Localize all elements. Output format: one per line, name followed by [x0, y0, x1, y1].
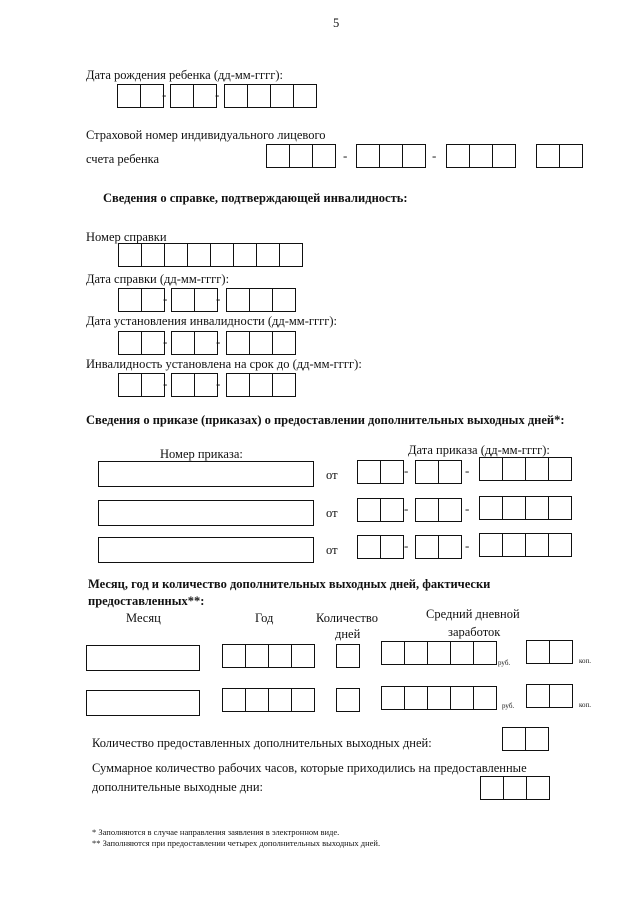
rub-label-2: руб.	[502, 702, 515, 710]
page-number: 5	[333, 16, 340, 30]
order-date-day-cells-1[interactable]	[357, 460, 404, 484]
dash: -	[163, 376, 168, 391]
footnote-1: * Заполняются в случае направления заявления в электронном виде.	[92, 827, 340, 837]
order-from-label-2: от	[326, 506, 338, 520]
order-from-label-3: от	[326, 543, 338, 557]
established-day-cells[interactable]	[118, 331, 168, 355]
days-heading-line2: предоставленных**:	[88, 594, 205, 608]
days-count-cell-1[interactable]	[336, 644, 360, 668]
dash: -	[163, 291, 168, 306]
certificate-date-day-cells[interactable]	[118, 288, 168, 312]
rub-label-1: руб.	[498, 659, 511, 667]
footnote-2: ** Заполняются при предоставлении четырех дополнительных выходных дней.	[92, 838, 381, 848]
snils-part2-cells[interactable]	[356, 144, 426, 168]
order-date-month-cells-1[interactable]	[415, 460, 462, 484]
dash: -	[343, 148, 348, 163]
orders-heading: Сведения о приказе (приказах) о предоставлении дополнительных выходных дней*:	[86, 413, 565, 427]
salary-rub-cells-1[interactable]	[381, 641, 497, 665]
dash: -	[465, 463, 470, 478]
dash: -	[432, 148, 437, 163]
dash: -	[215, 87, 220, 102]
until-month-cells[interactable]	[171, 373, 221, 397]
dash: -	[216, 376, 221, 391]
count-column-label-line2: дней	[335, 627, 361, 641]
certificate-heading: Сведения о справке, подтверждающей инвалидность:	[103, 191, 408, 205]
established-month-cells[interactable]	[171, 331, 221, 355]
kop-label-1: коп.	[579, 657, 592, 665]
child-snils-label-line1: Страховой номер индивидуального лицевого	[86, 128, 326, 142]
snils-part3-cells[interactable]	[446, 144, 516, 168]
certificate-date-month-cells[interactable]	[171, 288, 221, 312]
dash: -	[216, 291, 221, 306]
year-cells-2[interactable]	[222, 688, 315, 712]
total-days-cells[interactable]	[502, 727, 549, 751]
order-number-field-1[interactable]	[98, 461, 314, 487]
certificate-date-year-cells[interactable]	[226, 288, 296, 312]
salary-kop-cells-1[interactable]	[526, 640, 573, 664]
days-heading-line1: Месяц, год и количество дополнительных выходных дней, фактически	[88, 577, 491, 591]
certificate-number-cells[interactable]	[118, 243, 303, 267]
dash: -	[216, 334, 221, 349]
kop-label-2: коп.	[579, 701, 592, 709]
total-days-label: Количество предоставленных дополнительных выходных дней:	[92, 736, 432, 750]
certificate-number-label: Номер справки	[86, 230, 167, 244]
order-date-month-cells-2[interactable]	[415, 498, 462, 522]
disability-established-label: Дата установления инвалидности (дд-мм-гггг):	[86, 314, 338, 328]
month-column-label: Месяц	[126, 611, 161, 625]
total-hours-label-line2: дополнительные выходные дни:	[92, 780, 264, 794]
days-count-cell-2[interactable]	[336, 688, 360, 712]
total-hours-label-line1: Суммарное количество рабочих часов, которые приходились на предоставленные	[92, 761, 527, 775]
dash: -	[404, 463, 409, 478]
order-date-day-cells-2[interactable]	[357, 498, 404, 522]
order-date-month-cells-3[interactable]	[415, 535, 462, 559]
dash: -	[465, 501, 470, 516]
month-field-2[interactable]	[86, 690, 200, 716]
certificate-date-label: Дата справки (дд-мм-гггг):	[86, 272, 230, 286]
order-date-year-cells-1[interactable]	[479, 457, 572, 481]
snils-check-cells[interactable]	[536, 144, 583, 168]
year-column-label: Год	[255, 611, 274, 625]
dash: -	[465, 538, 470, 553]
established-year-cells[interactable]	[226, 331, 296, 355]
year-cells-1[interactable]	[222, 644, 315, 668]
count-column-label-line1: Количество	[316, 611, 378, 625]
salary-column-label-line2: заработок	[448, 625, 501, 639]
until-day-cells[interactable]	[118, 373, 168, 397]
total-hours-cells[interactable]	[480, 776, 550, 800]
child-birth-month-cells[interactable]	[170, 84, 220, 108]
disability-until-label: Инвалидность установлена на срок до (дд-мм-гггг):	[86, 357, 362, 371]
order-number-field-2[interactable]	[98, 500, 314, 526]
salary-kop-cells-2[interactable]	[526, 684, 573, 708]
child-birth-day-cells[interactable]	[117, 84, 167, 108]
order-date-column-label: Дата приказа (дд-мм-гггг):	[408, 443, 550, 457]
child-birth-year-cells[interactable]	[224, 84, 317, 108]
month-field-1[interactable]	[86, 645, 200, 671]
child-birth-date-label: Дата рождения ребенка (дд-мм-гггг):	[86, 68, 283, 82]
until-year-cells[interactable]	[226, 373, 296, 397]
order-number-field-3[interactable]	[98, 537, 314, 563]
order-number-column-label: Номер приказа:	[160, 447, 243, 461]
dash: -	[404, 538, 409, 553]
dash: -	[404, 501, 409, 516]
order-from-label-1: от	[326, 468, 338, 482]
salary-column-label-line1: Средний дневной	[426, 607, 520, 621]
dash: -	[163, 334, 168, 349]
order-date-year-cells-3[interactable]	[479, 533, 572, 557]
child-snils-label-line2: счета ребенка	[86, 152, 160, 166]
snils-part1-cells[interactable]	[266, 144, 336, 168]
salary-rub-cells-2[interactable]	[381, 686, 497, 710]
dash: -	[162, 87, 167, 102]
order-date-year-cells-2[interactable]	[479, 496, 572, 520]
order-date-day-cells-3[interactable]	[357, 535, 404, 559]
